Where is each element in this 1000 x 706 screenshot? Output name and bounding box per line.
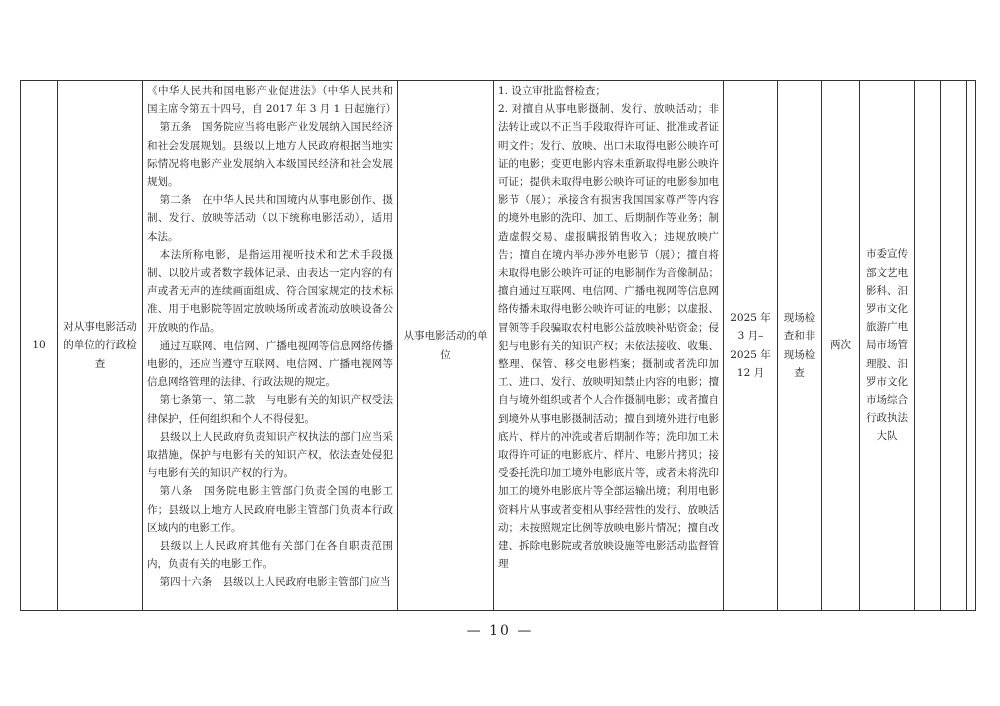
inspection-agency: 市委宣传部文艺电影科、汨罗市文化旅游广电局市场管理股、汨罗市文化市场综合行政执法大队 [860,81,915,611]
inspection-method: 现场检查和非现场检查 [778,81,822,611]
basis-paragraph: 第七条第一、第二款 与电影有关的知识产权受法律保护，任何组织和个人不得侵犯。 [147,394,393,425]
blank-cell [941,81,967,611]
basis-paragraph: 县级以上人民政府负责知识产权执法的部门应当采取措施，保护与电影有关的知识产权，依法查处侵犯与电影有关的知识产权的行为。 [147,430,393,480]
basis-paragraph: 本法所称电影，是指运用视听技术和艺术手段摄制、以胶片或者数字载体记录、由表达一定内容的有声或者无声的连续画面组成、符合国家规定的技术标准、用于电影院等固定放映场所或者流动放映设备公开放映的作品。 [147,248,393,334]
basis-paragraph: 第四十六条 县级以上人民政府电影主管部门应当 [159,576,391,589]
legal-basis [143,81,398,611]
blank-cell [967,81,976,611]
blank-cell [915,81,941,611]
inspection-period: 2025 年 3 月–2025 年 12 月 [724,81,778,611]
basis-paragraph: 县级以上人民政府其他有关部门在各自职责范围内，负责有关的电影工作。 [147,540,393,571]
basis-paragraph: 通过互联网、电信网、广播电视网等信息网络传播电影的，还应当遵守互联网、电信网、广播电视网等信息网络管理的法律、行政法规的规定。 [147,339,393,389]
inspection-content [494,81,724,611]
inspection-target: 从事电影活动的单位 [398,81,494,611]
inspection-item: 对从事电影活动的单位的行政检查 [58,81,143,611]
content-item: 1. 设立审批监督检查； [498,85,606,97]
inspection-frequency: 两次 [822,81,860,611]
table-row [21,81,976,611]
row-number: 10 [21,81,58,611]
page-number: — 10 — [466,623,534,639]
basis-paragraph: 第八条 国务院电影主管部门负责全国的电影工作；县级以上地方人民政府电影主管部门负责本行政区域内的电影工作。 [147,485,393,534]
basis-law-title: 《中华人民共和国电影产业促进法》（中华人民共和国主席令第五十四号，自 2017 年 3 月 1 日起施行） [147,85,397,116]
basis-paragraph: 第五条 国务院应当将电影产业发展纳入国民经济和社会发展规划。县级以上地方人民政府根据当地实际情况将电影产业发展纳入本级国民经济和社会发展规划。 [147,121,393,189]
inspection-table [20,80,976,611]
basis-paragraph: 第二条 在中华人民共和国境内从事电影创作、摄制、发行、放映等活动（以下统称电影活动），适用本法。 [147,194,393,243]
content-item: 2. 对擅自从事电影摄制、发行、放映活动；非法转让或以不正当手段取得许可证、批准或者证明文件；发行、放映、出口未取得电影公映许可证的电影；变更电影内容未重新取得电影公映许可证；提供未取得电影公映许可证的电影参加电影节（展）；承接含有损害我国国家尊严等内容的境外电影的洗印、加工、后期制作等业务；制造虚假交易、虚报瞒报销售收入；违规放映广告；擅自在境内举办涉外电影节（展）；擅自将未取得电影公映许可证的电影制作为音像制品；擅自通过互联网、电信网、广播电视网等信息网络传播未取得电影公映许可证的电影；以虚报、冒领等手段骗取农村电影公益放映补贴资金；侵犯与电影有关的知识产权；未依法接收、收集、整理、保管、移交电影档案；摄制或者洗印加工、进口、发行、放映明知禁止内容的电影；擅自与境外组织或者个人合作摄制电影；或者擅自到境外从事电影摄制活动；擅自到境外进行电影底片、样片的冲洗或者后期制作等；洗印加工未取得许可证的电影底片、样片、电影片拷贝；接受委托洗印加工境外电影底片等，或者未将洗印加工的境外电影底片等全部运输出境；利用电影资料片从事或者变相从事经营性的发行、放映活动；未按照规定比例等放映电影片情况；擅自改建、拆除电影院或者放映设施等电影活动监督管理 [498,103,719,571]
